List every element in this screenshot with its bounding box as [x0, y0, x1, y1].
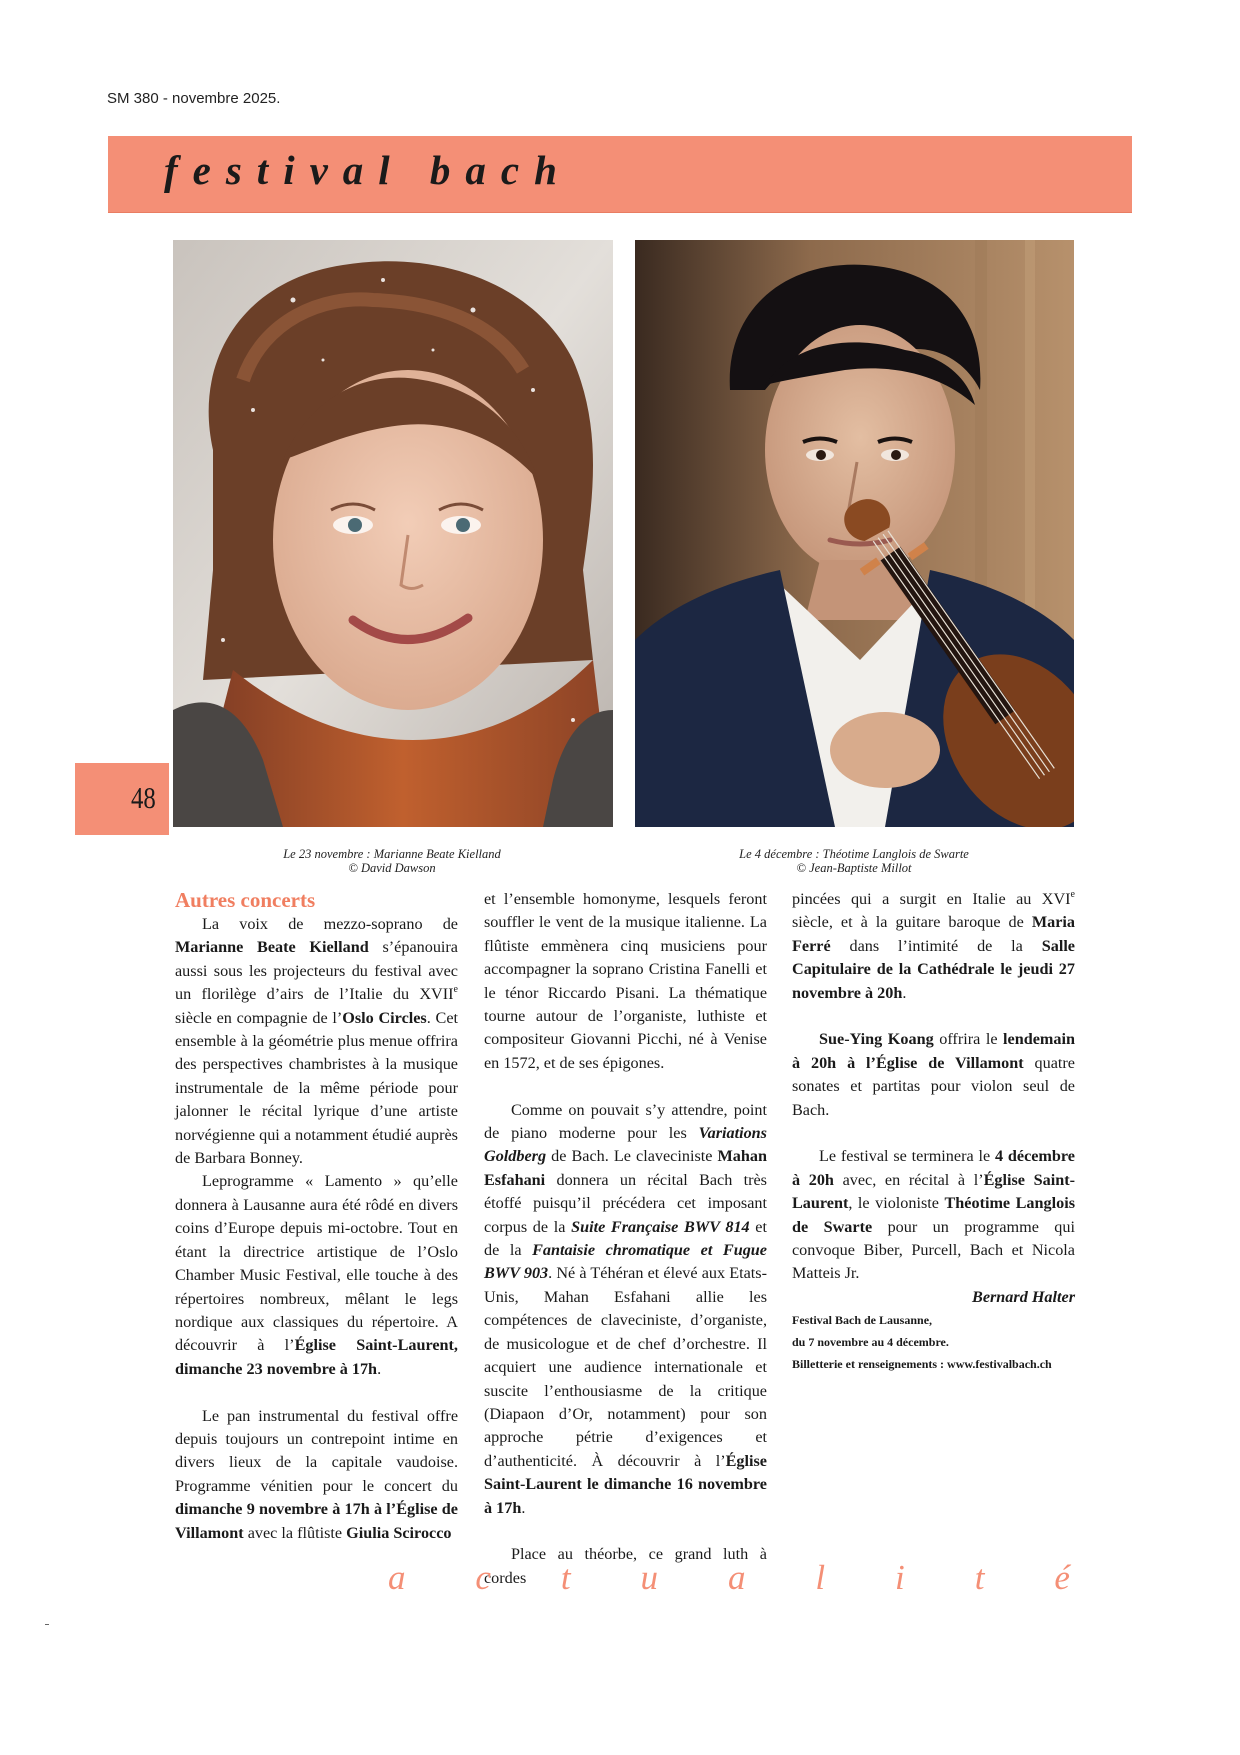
- footer-letter: l: [815, 1558, 826, 1597]
- festival-info-dates: du 7 novembre au 4 décembre.: [792, 1335, 949, 1350]
- caption-left-line1: Le 23 novembre : Marianne Beate Kielland: [283, 847, 501, 861]
- issue-label: SM 380 - novembre 2025.: [107, 90, 281, 107]
- section-title: festival bach: [164, 147, 572, 193]
- festival-info-name: Festival Bach de Lausanne,: [792, 1313, 933, 1328]
- article-heading: Autres concerts: [175, 888, 316, 912]
- footer-letter: é: [1054, 1558, 1070, 1597]
- page-number: 48: [131, 780, 156, 815]
- paragraph: pincées qui a surgit en Italie au XVIe siècle, et à la guitare baroque de Maria Ferré dans l’intimité de la Salle Capitulaire de la Cathédrale le jeudi 27 novembre à 20h.: [792, 889, 1075, 1002]
- article-column-1: [175, 888, 458, 1545]
- paragraph: et l’ensemble homonyme, lesquels feront souffler le vent de la musique italienne. La flûtiste emmènera cinq musiciens pour accompagner la soprano Cristina Fanelli et le ténor Riccardo Pisani. La thématique tourne autour de l’organiste, luthiste et compositeur Giovanni Picchi, né à Venise en 1572, et de ses épigones.: [484, 890, 767, 1072]
- festival-info-tickets: Billetterie et renseignements : www.festivalbach.ch: [792, 1357, 1052, 1372]
- festival-info: [792, 1309, 1075, 1375]
- footer-letter: t: [560, 1558, 571, 1597]
- photo-caption-right: [684, 847, 1024, 875]
- photo-marianne-beate-kielland: [173, 240, 613, 827]
- footer-letter: i: [895, 1558, 905, 1597]
- caption-right-credit: © Jean-Baptiste Millot: [796, 861, 912, 875]
- footer-mark: [45, 1624, 49, 1625]
- footer-actualite: [388, 1558, 1070, 1598]
- paragraph: Comme on pouvait s’y attendre, point de piano moderne pour les Variations Goldberg de Bach. Le claveciniste Mahan Esfahani donnera un récital Bach très étoffé puisqu’il précédera cet imposant corpus de la Suite Française BWV 814 et de la Fantaisie chromatique et Fugue BWV 903. Né à Téhéran et élevé aux Etats-Unis, Mahan Esfahani allie les compétences de claveciniste, d’organiste, de musicologue et de chef d’orchestre. Il acquiert une audience internationale et suscite l’enthousiasme de la critique (Diapaon d’Or, notamment) pour son approche pétrie d’exigences et d’authenticité. À découvrir à l’Église Saint-Laurent le dimanche 16 novembre à 17h.: [484, 1100, 767, 1517]
- photo-caption-left: [222, 847, 562, 875]
- caption-left-credit: © David Dawson: [348, 861, 436, 875]
- footer-letter: a: [388, 1558, 406, 1597]
- paragraph: La voix de mezzo-soprano de Marianne Beate Kielland s’épanouira aussi sous les projecteurs du festival avec un florilège d’airs de l’Italie du XVIIe siècle en compagnie de l’Oslo Circles. Cet ensemble à la géométrie plus menue offrira des perspectives chambristes à la musique instrumentale de la même période pour jalonner le récital lyrique d’une artiste norvégienne qui a notamment étudié auprès de Barbara Bonney.: [175, 915, 458, 1168]
- section-banner: [108, 136, 1132, 213]
- footer-letter: c: [475, 1558, 491, 1597]
- paragraph: Le festival se terminera le 4 décembre à 20h avec, en récital à l’Église Saint-Laurent, le violoniste Théotime Langlois de Swarte pour un programme qui convoque Biber, Purcell, Bach et Nicola Matteis Jr.: [792, 1147, 1076, 1283]
- author-signature: Bernard Halter: [972, 1287, 1075, 1306]
- paragraph: Le pan instrumental du festival offre depuis toujours un contrepoint intime en divers lieux de la capitale vaudoise. Programme vénitien pour le concert du dimanche 9 novembre à 17h à l’Église de Villamont avec la flûtiste Giulia Scirocco: [175, 1406, 458, 1542]
- article-column-3: [792, 888, 1075, 1375]
- footer-letter: u: [640, 1558, 659, 1597]
- article-column-2: [484, 888, 767, 1590]
- page-number-box: [75, 763, 169, 835]
- footer-letter: t: [974, 1558, 985, 1597]
- paragraph: Place au théorbe, ce grand luth à cordes: [484, 1545, 767, 1587]
- paragraph: Sue-Ying Koang offrira le lendemain à 20h à l’Église de Villamont quatre sonates et partitas pour violon seul de Bach.: [792, 1030, 1075, 1119]
- photo-theotime-langlois-de-swarte: [635, 240, 1074, 827]
- footer-letter: a: [727, 1558, 746, 1597]
- paragraph: Leprogramme « Lamento » qu’elle donnera à Lausanne aura été rôdé en divers coins d’Europe depuis mi-octobre. Tout en étant la directrice artistique de l’Oslo Chamber Music Festival, elle touche à des répertoires nombreux, mêlant le legs nordique aux classiques du répertoire. A découvrir à l’Église Saint-Laurent, dimanche 23 novembre à 17h.: [175, 1172, 458, 1378]
- caption-right-line1: Le 4 décembre : Théotime Langlois de Swarte: [739, 847, 969, 861]
